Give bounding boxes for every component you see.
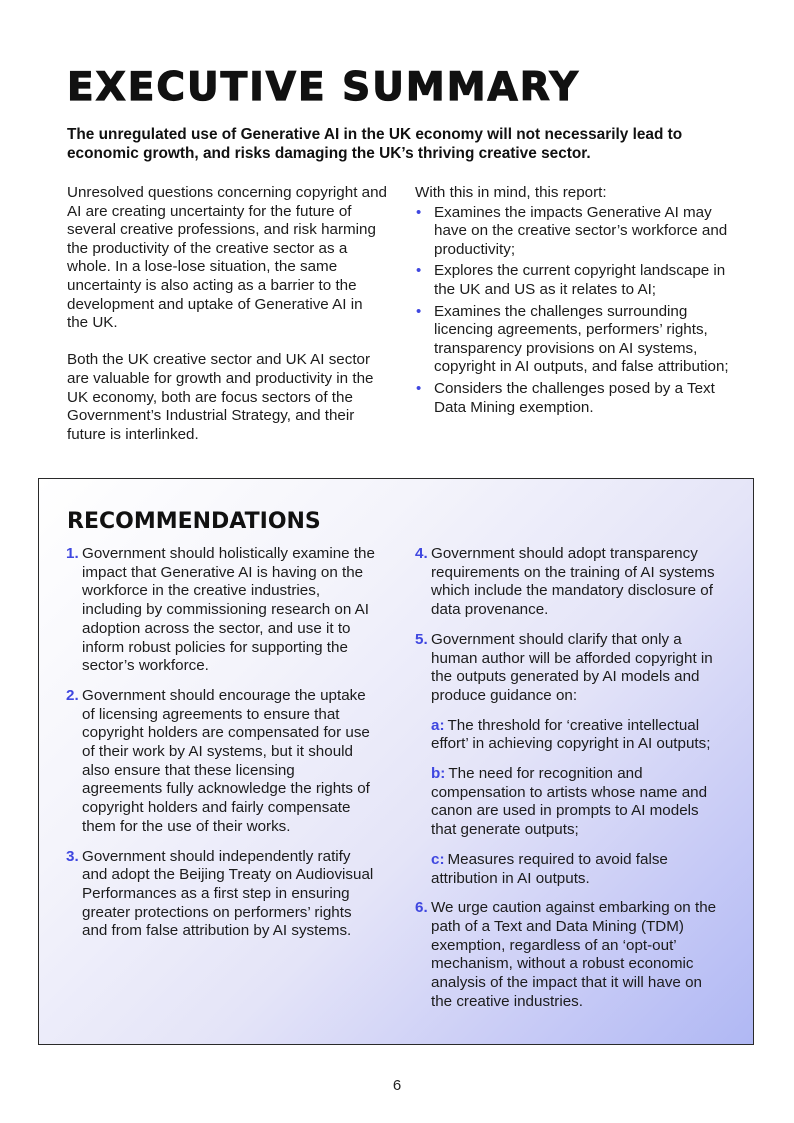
list-item (415, 204, 735, 260)
report-aims-list (415, 204, 735, 418)
recommendation-number: 5. (415, 630, 428, 648)
report-aims-heading: With this in mind, this report: (415, 184, 607, 201)
recommendations-title: RECOMMENDATIONS (67, 509, 321, 534)
intro-paragraph: Unresolved questions concerning copyright and AI are creating uncertainty for the future of several creative professions, and risk harming the productivity of the creative sector as a whole. In a lose-lose situation, the same uncertainty is also acting as a barrier to the development and uptake of Generative AI in the UK. (67, 184, 387, 332)
bullet-icon: • (416, 203, 422, 221)
recommendation-item (415, 899, 727, 1011)
recommendation-text: Government should independently ratify and adopt the Beijing Treaty on Audiovisual Performances as a first step in ensuring greater protections on performers’ rights and from false attribution by AI systems. (82, 847, 374, 940)
intro-left-column (67, 184, 387, 463)
recommendation-subitem (431, 851, 727, 888)
recommendation-text: Government should adopt transparency requirements on the training of AI systems which include the mandatory disclosure of data provenance. (431, 545, 715, 619)
subitem-letter: a: (431, 716, 445, 734)
recommendations-box (38, 478, 754, 1045)
recommendation-item (66, 848, 378, 942)
recommendation-number: 6. (415, 899, 428, 917)
list-item-text: Considers the challenges posed by a Text Data Mining exemption. (434, 379, 715, 416)
bullet-icon: • (416, 302, 422, 320)
recommendation-number: 4. (415, 545, 428, 562)
list-item-text: Explores the current copyright landscape in the UK and US as it relates to AI; (434, 262, 726, 298)
list-item (415, 380, 735, 417)
recommendation-text: Government should holistically examine the impact that Generative AI is having on the workforce in the creative industries, including by commissioning research on AI adoption across the sector, and use it to inform robust policies for supporting the sector’s workforce. (82, 545, 375, 675)
recommendation-item (66, 545, 378, 676)
recommendation-text: We urge caution against embarking on the path of a Text and Data Mining (TDM) exemption, regardless of an ‘opt-out’ mechanism, without a robust economic analysis of the impact that it will have on the creative industries. (431, 899, 717, 1010)
page-number: 6 (392, 1077, 402, 1094)
subitem-text: Measures required to avoid false attribution in AI outputs. (431, 850, 668, 887)
list-item (415, 262, 735, 299)
recommendation-item (415, 545, 727, 620)
intro-right-column (415, 184, 735, 420)
subitem-letter: c: (431, 850, 445, 868)
recommendations-right-column (415, 545, 727, 1022)
bullet-icon: • (416, 379, 422, 397)
intro-paragraph: Both the UK creative sector and UK AI sector are valuable for growth and productivity in the UK economy, both are focus sectors of the Government’s Industrial Strategy, and their future is interlinked. (67, 351, 374, 443)
recommendation-number: 2. (66, 686, 79, 704)
recommendation-item (415, 631, 727, 888)
subitem-text: The need for recognition and compensation to artists whose name and canon are used in prompts to AI models that generate outputs; (431, 765, 708, 839)
recommendations-left-column (66, 545, 378, 952)
recommendation-subitem (431, 765, 727, 840)
recommendation-text: Government should encourage the uptake of licensing agreements to ensure that copyright holders are compensated for use of their work by AI systems, but it should also ensure that these licensing agreements fully acknowledge the rights of copyright holders and fairly compensate them for the use of their works. (82, 686, 370, 835)
list-item-text: Examines the challenges surrounding licencing agreements, performers’ rights, transparency provisions on AI systems, copyright in AI outputs, and false attribution; (434, 302, 729, 376)
bullet-icon: • (416, 262, 422, 280)
list-item-text: Examines the impacts Generative AI may have on the creative sector’s workforce and productivity; (434, 203, 728, 258)
list-item (415, 303, 735, 377)
recommendation-item (66, 687, 378, 837)
recommendation-text: Government should clarify that only a human author will be afforded copyright in the outputs generated by AI models and produce guidance on: (431, 630, 713, 704)
recommendation-number: 3. (66, 847, 79, 865)
subitem-text: The threshold for ‘creative intellectual effort’ in achieving copyright in AI outputs; (431, 716, 711, 753)
recommendation-number: 1. (66, 545, 79, 562)
page-title: EXECUTIVE SUMMARY (67, 65, 580, 110)
lead-paragraph: The unregulated use of Generative AI in the UK economy will not necessarily lead to economic growth, and risks damaging the UK’s thriving creative sector. (67, 126, 683, 162)
subitem-letter: b: (431, 765, 446, 783)
recommendation-subitem (431, 717, 727, 754)
